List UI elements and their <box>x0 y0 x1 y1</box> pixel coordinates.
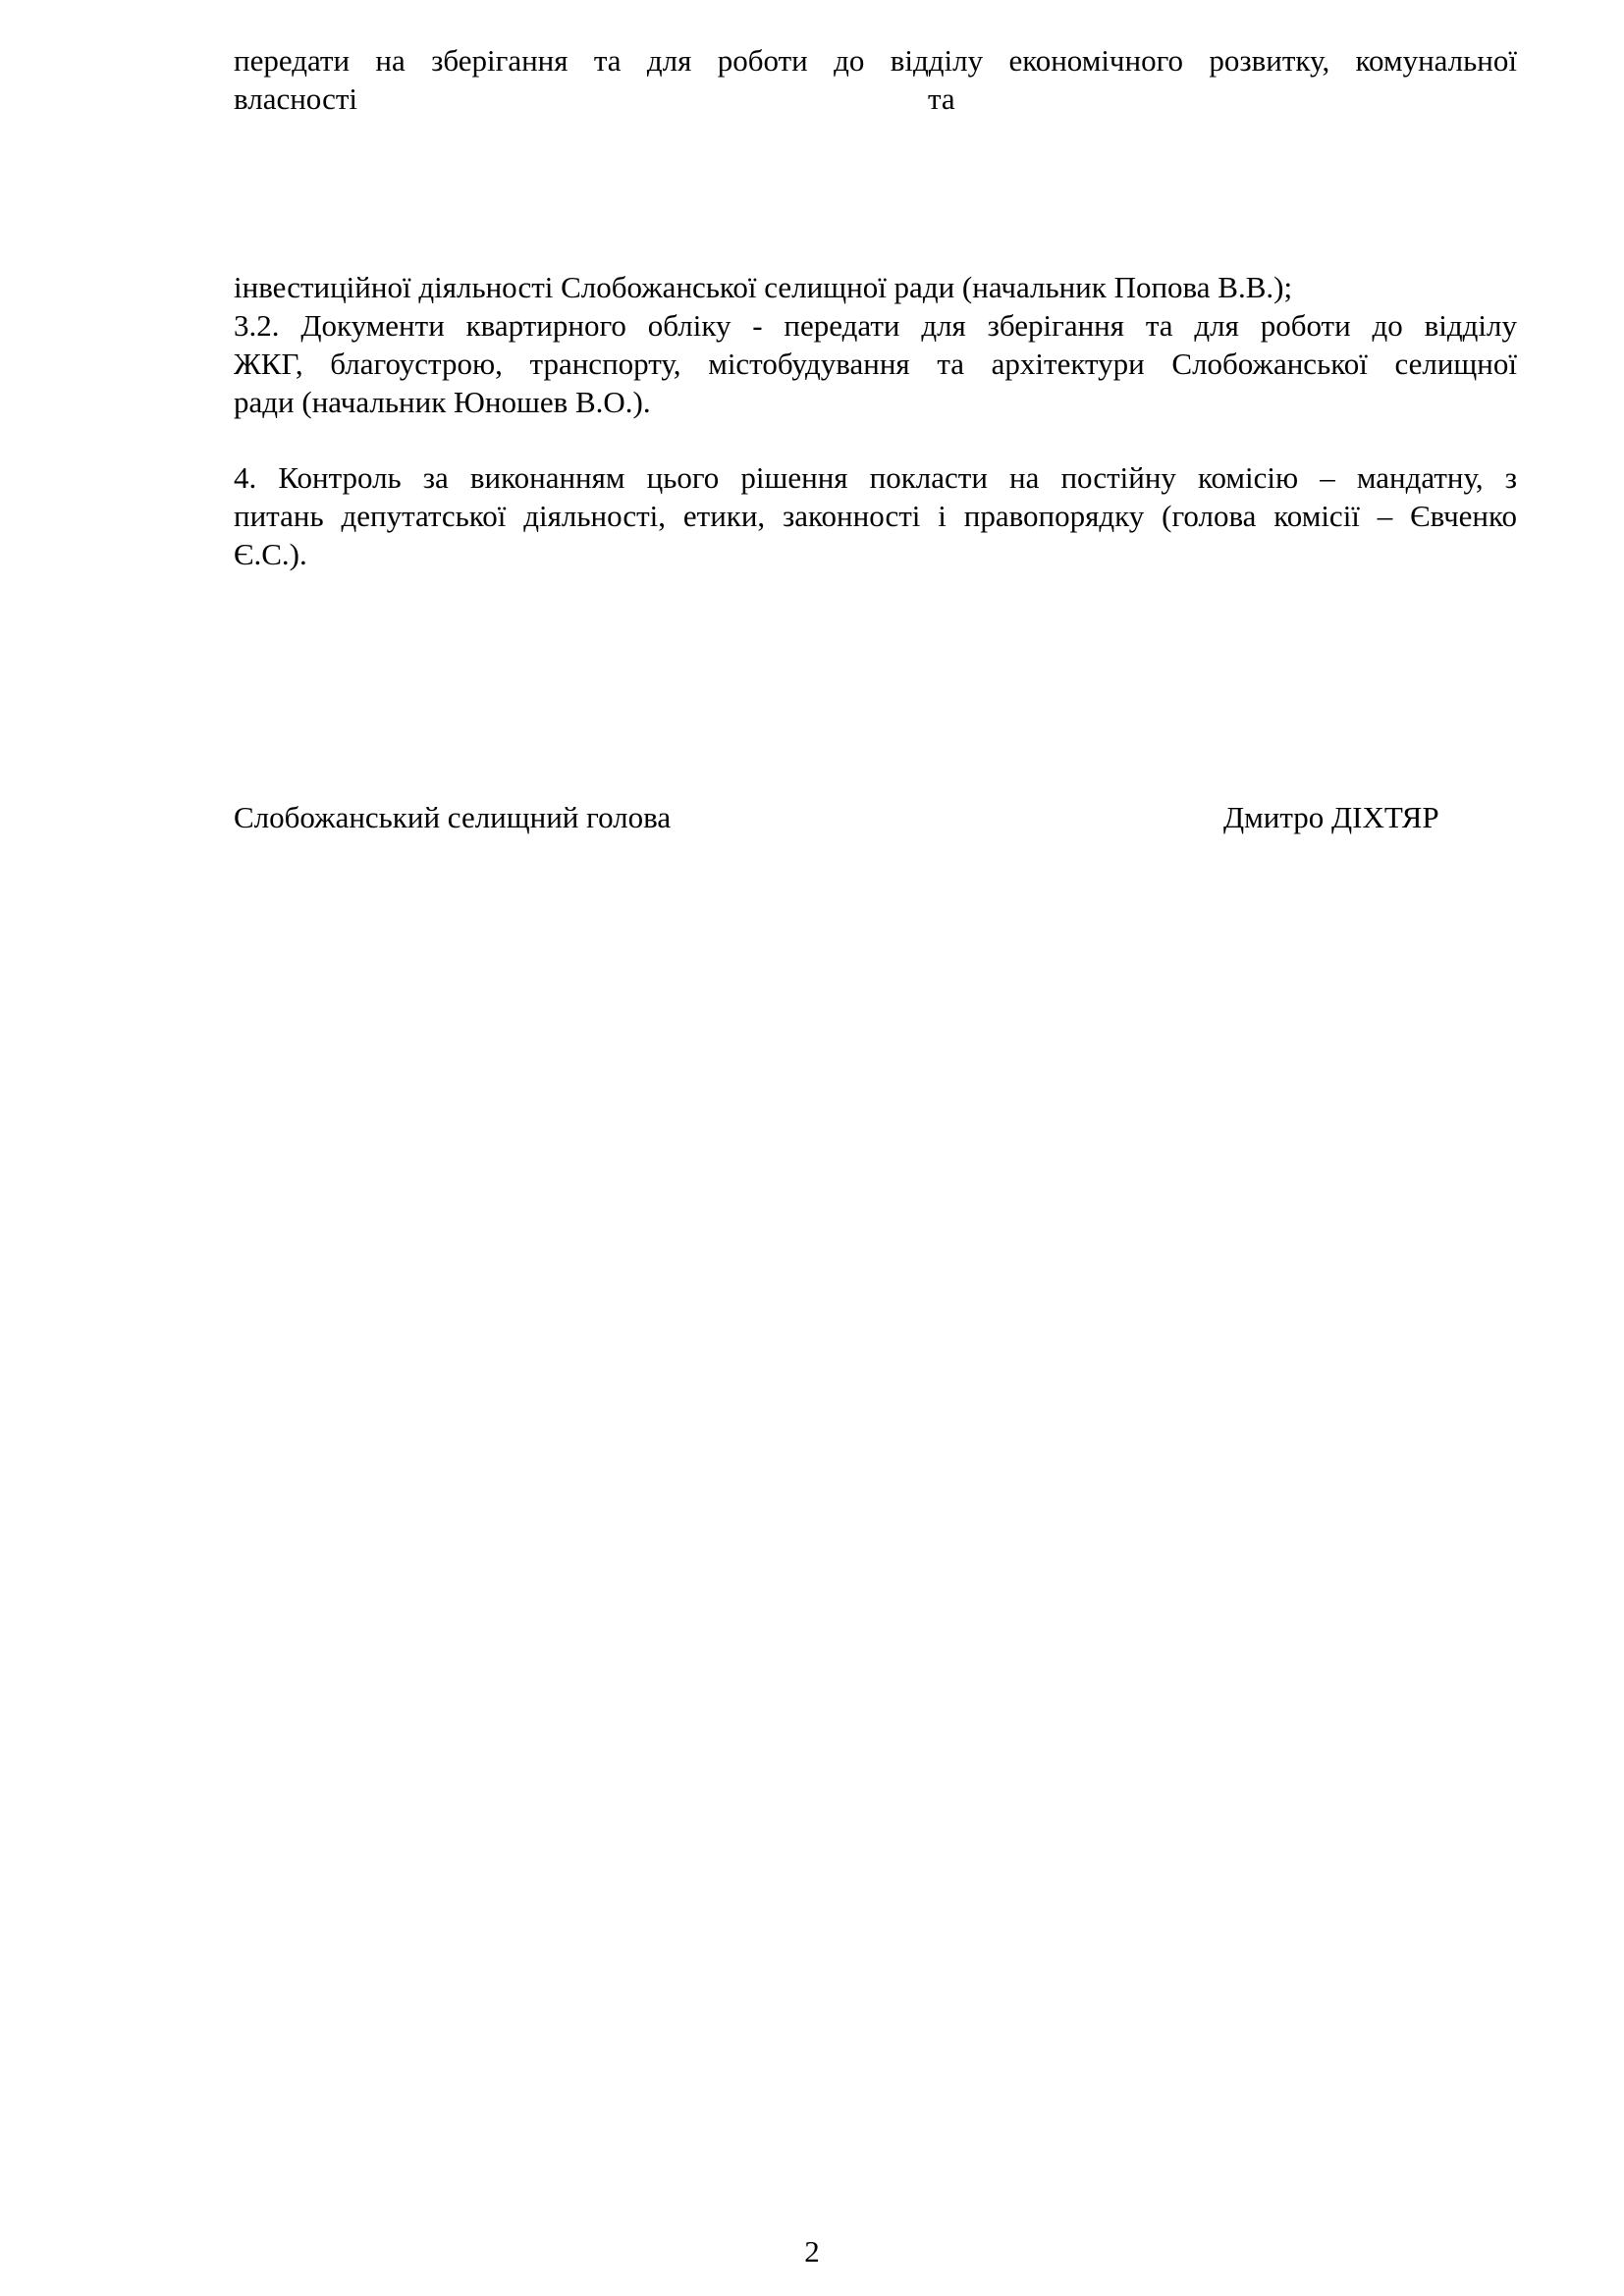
text-fragment: власності <box>234 81 357 116</box>
signature-title: Слобожанський селищний голова <box>234 800 672 834</box>
text-line: питань депутатської діяльності, етики, законності і правопорядку (голова комісії – Євченко <box>234 499 1517 533</box>
text-line: ЖКГ, благоустрою, транспорту, містобудування та архітектури Слобожанської селищної <box>234 347 1517 381</box>
text-line-split <box>234 80 1517 118</box>
text-line: ради (начальник Юношев В.О.). <box>234 385 651 419</box>
paragraph-section-3 <box>234 268 1517 421</box>
paragraph-section-4 <box>234 458 1517 573</box>
text-line: Є.С.). <box>234 537 307 571</box>
text-line: передати на зберігання та для роботи до відділу економічного розвитку, комунальної <box>234 43 1517 78</box>
paragraph-transfer-continuation <box>234 41 1517 118</box>
signature-name: Дмитро ДІХТЯР <box>1223 800 1439 834</box>
page-number: 2 <box>804 2234 820 2269</box>
text-fragment: та <box>928 81 955 116</box>
text-line: 3.2. Документи квартирного обліку - передати для зберігання та для роботи до відділу <box>234 308 1517 343</box>
text-line: 4. Контроль за виконанням цього рішення покласти на постійну комісію – мандатну, з <box>234 460 1517 495</box>
text-line: інвестиційної діяльності Слобожанської селищної ради (начальник Попова В.В.); <box>234 270 1293 304</box>
